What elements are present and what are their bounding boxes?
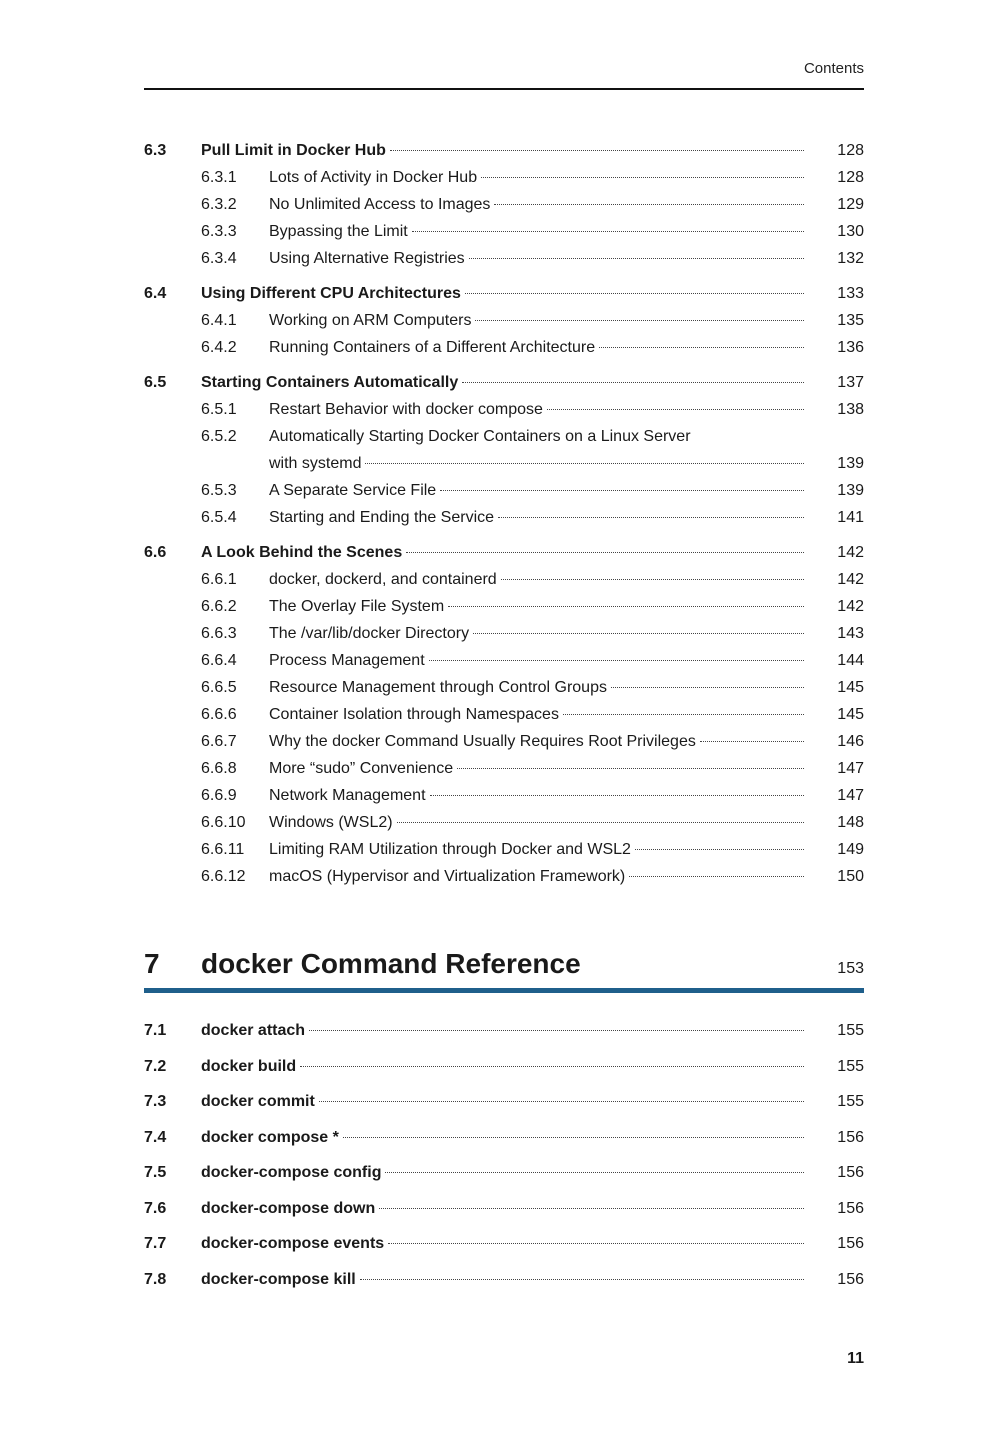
entry-title[interactable] [269, 728, 830, 755]
entry-title-text: Process Management [269, 652, 425, 669]
running-head: Contents [803, 60, 864, 77]
toc-subsection-row[interactable] [144, 674, 864, 701]
entry-title-text: docker compose * [201, 1128, 339, 1146]
toc-section-row[interactable] [144, 1230, 864, 1257]
entry-title[interactable] [269, 504, 830, 531]
toc-subsection-row[interactable] [144, 334, 864, 361]
entry-title-text: Windows (WSL2) [269, 814, 393, 831]
entry-title-text: Pull Limit in Docker Hub [201, 142, 386, 159]
dot-leader [309, 1029, 804, 1031]
toc-subsection-row[interactable] [144, 647, 864, 674]
toc-subsection-row[interactable] [144, 245, 864, 272]
entry-title-text: Resource Management through Control Groups [269, 679, 607, 696]
subsection-number: 6.6.12 [201, 868, 246, 885]
entry-title-text: macOS (Hypervisor and Virtualization Framework) [269, 868, 626, 885]
entry-title[interactable] [201, 1017, 830, 1044]
dot-leader [473, 632, 804, 634]
section-number: 7.4 [144, 1128, 167, 1146]
toc-section-row[interactable] [144, 280, 864, 307]
page-ref: 130 [837, 223, 864, 240]
dot-leader [481, 176, 804, 178]
toc-chapter-6 [144, 137, 864, 890]
toc-subsection-row[interactable] [144, 566, 864, 593]
subsection-number: 6.6.7 [201, 733, 237, 750]
entry-title[interactable] [269, 647, 830, 674]
entry-title-text: More “sudo” Convenience [269, 760, 454, 777]
toc-section-row[interactable] [144, 1053, 864, 1080]
dot-leader [475, 319, 804, 321]
entry-title[interactable] [269, 396, 830, 423]
toc-section-row[interactable] [144, 137, 864, 164]
page-ref: 156 [837, 1128, 864, 1146]
toc-chapter-7 [144, 1017, 864, 1293]
entry-title-text: docker-compose events [201, 1235, 385, 1252]
dot-leader [635, 848, 804, 850]
section-number: 7.6 [144, 1199, 167, 1217]
page-ref: 155 [837, 1022, 864, 1039]
toc-subsection-row[interactable] [144, 164, 864, 191]
entry-title[interactable] [269, 566, 830, 593]
page-ref: 148 [837, 814, 864, 831]
page-ref: 139 [837, 482, 864, 499]
page-ref: 156 [837, 1199, 864, 1217]
entry-title-text: Limiting RAM Utilization through Docker and WSL2 [269, 841, 631, 858]
toc-subsection-row[interactable] [144, 620, 864, 647]
entry-title[interactable] [201, 280, 830, 307]
entry-title-text: Restart Behavior with docker compose [269, 401, 543, 418]
entry-title[interactable] [269, 701, 830, 728]
toc-subsection-row[interactable] [144, 782, 864, 809]
entry-title[interactable] [269, 836, 830, 863]
entry-title[interactable] [201, 369, 830, 396]
dot-leader [501, 578, 804, 580]
dot-leader [412, 230, 804, 232]
dot-leader [379, 1207, 804, 1209]
toc-section-row[interactable] [144, 1159, 864, 1186]
dot-leader [547, 408, 804, 410]
page-ref: 142 [837, 571, 864, 588]
toc-subsection-row[interactable] [144, 477, 864, 504]
section-number: 6.6 [144, 544, 167, 561]
subsection-number: 6.3.4 [201, 250, 237, 267]
toc-subsection-row[interactable] [144, 504, 864, 531]
section-number: 7.8 [144, 1270, 167, 1288]
section-number: 7.3 [144, 1093, 167, 1110]
page-ref: 142 [837, 544, 864, 561]
dot-leader [448, 605, 804, 607]
page-ref: 141 [837, 509, 864, 526]
entry-title-text: Starting and Ending the Service [269, 509, 495, 526]
toc-section-row[interactable] [144, 1017, 864, 1044]
section-number: 6.4 [144, 285, 167, 302]
subsection-number: 6.6.5 [201, 679, 237, 696]
toc-subsection-row[interactable] [144, 809, 864, 836]
entry-title-text: Running Containers of a Different Architecture [269, 339, 596, 356]
section-number: 7.7 [144, 1235, 167, 1252]
entry-title[interactable] [269, 755, 830, 782]
page-ref: 128 [837, 142, 864, 159]
page-ref: 156 [837, 1164, 864, 1181]
subsection-number: 6.6.4 [201, 652, 237, 669]
dot-leader [397, 821, 804, 823]
entry-title-text: Container Isolation through Namespaces [269, 706, 559, 723]
toc-subsection-row[interactable] [144, 701, 864, 728]
entry-title[interactable] [201, 1230, 830, 1257]
entry-title[interactable] [201, 1088, 830, 1115]
entry-title-text: Starting Containers Automatically [201, 374, 459, 391]
entry-title[interactable] [201, 137, 830, 164]
entry-title[interactable] [201, 1053, 830, 1080]
dot-leader [388, 1242, 804, 1244]
toc-subsection-row[interactable] [144, 836, 864, 863]
toc-subsection-row[interactable] [144, 728, 864, 755]
page-ref: 138 [837, 401, 864, 418]
entry-title-text: A Separate Service File [269, 482, 437, 499]
entry-title-text: The Overlay File System [269, 598, 445, 615]
subsection-number: 6.5.2 [201, 428, 237, 445]
page-ref: 144 [837, 652, 864, 669]
toc-subsection-row[interactable] [144, 396, 864, 423]
toc-subsection-row[interactable] [144, 593, 864, 620]
entry-title-text: docker-compose kill [201, 1270, 356, 1288]
toc-section-row[interactable] [144, 1124, 864, 1151]
subsection-number: 6.6.1 [201, 571, 237, 588]
chapter-heading[interactable] [144, 948, 864, 988]
toc-subsection-row[interactable] [144, 218, 864, 245]
dot-leader [429, 659, 804, 661]
dot-leader [385, 1171, 804, 1173]
dot-leader [465, 292, 804, 294]
dot-leader [599, 346, 804, 348]
subsection-number: 6.3.1 [201, 169, 237, 186]
page-ref: 155 [837, 1057, 864, 1075]
page-ref: 143 [837, 625, 864, 642]
entry-title[interactable] [269, 809, 830, 836]
dot-leader [629, 875, 804, 877]
page-ref: 145 [837, 679, 864, 696]
entry-title-text: docker commit [201, 1093, 315, 1110]
entry-title[interactable] [269, 423, 830, 450]
page-ref: 129 [837, 196, 864, 213]
entry-title[interactable] [269, 782, 830, 809]
page-ref: 156 [837, 1235, 864, 1252]
dot-leader [498, 516, 804, 518]
subsection-number: 6.4.1 [201, 312, 237, 329]
page-ref: 146 [837, 733, 864, 750]
subsection-number: 6.4.2 [201, 339, 237, 356]
dot-leader [469, 257, 804, 259]
entry-title-text: docker build [201, 1057, 297, 1075]
chapter-title[interactable]: docker Command Reference [201, 948, 581, 979]
dot-leader [494, 203, 804, 205]
page-ref: 132 [837, 250, 864, 267]
page-ref: 135 [837, 312, 864, 329]
dot-leader [343, 1136, 804, 1138]
dot-leader [300, 1065, 804, 1067]
entry-title[interactable] [269, 593, 830, 620]
subsection-number: 6.6.3 [201, 625, 237, 642]
dot-leader [319, 1100, 804, 1102]
entry-title-text: docker-compose down [201, 1199, 376, 1217]
header-rule [144, 88, 864, 90]
subsection-number: 6.6.11 [201, 841, 245, 858]
entry-title-text: Using Different CPU Architectures [201, 285, 461, 302]
page-ref: 142 [837, 598, 864, 615]
entry-title[interactable] [269, 334, 830, 361]
toc-subsection-row[interactable] [144, 755, 864, 782]
entry-title-text: docker, dockerd, and containerd [269, 571, 497, 588]
dot-leader [430, 794, 804, 796]
entry-title-text: with systemd [269, 455, 362, 472]
dot-leader [700, 740, 804, 742]
entry-title-text: Bypassing the Limit [269, 223, 408, 240]
dot-leader [611, 686, 804, 688]
page-ref: 147 [837, 787, 864, 804]
entry-title[interactable] [269, 450, 830, 477]
section-number: 7.1 [144, 1022, 167, 1039]
entry-title-text: docker attach [201, 1022, 306, 1039]
page-ref: 139 [837, 455, 864, 472]
page-ref: 147 [837, 760, 864, 777]
toc-subsection-row[interactable] [144, 307, 864, 334]
page-number: 11 [847, 1350, 864, 1367]
entry-title-text: No Unlimited Access to Images [269, 196, 491, 213]
section-number: 7.5 [144, 1164, 167, 1181]
toc-section-row[interactable] [144, 539, 864, 566]
subsection-number: 6.3.2 [201, 196, 237, 213]
page-ref: 136 [837, 339, 864, 356]
subsection-number: 6.5.4 [201, 509, 237, 526]
section-number: 7.2 [144, 1057, 167, 1075]
entry-title-text: Working on ARM Computers [269, 312, 472, 329]
chapter-page: 153 [837, 960, 864, 977]
dot-leader [360, 1278, 804, 1280]
entry-title-text: Automatically Starting Docker Containers on a Linux Server [269, 428, 691, 445]
dot-leader [462, 381, 804, 383]
chapter-rule [144, 988, 864, 993]
dot-leader [457, 767, 804, 769]
toc-section-row[interactable] [144, 1195, 864, 1222]
entry-title-text: A Look Behind the Scenes [201, 544, 403, 561]
toc-subsection-row[interactable] [144, 863, 864, 890]
section-number: 6.3 [144, 142, 167, 159]
entry-title[interactable] [269, 218, 830, 245]
entry-title-text: docker-compose config [201, 1164, 382, 1181]
page-ref: 137 [837, 374, 864, 391]
toc-section-row[interactable] [144, 1266, 864, 1293]
page-ref: 145 [837, 706, 864, 723]
entry-title[interactable] [269, 307, 830, 334]
page-ref: 128 [837, 169, 864, 186]
page-ref: 150 [837, 868, 864, 885]
entry-title-text: Lots of Activity in Docker Hub [269, 169, 478, 186]
dot-leader [406, 551, 804, 553]
dot-leader [563, 713, 804, 715]
dot-leader [440, 489, 804, 491]
entry-title[interactable] [269, 245, 830, 272]
page-ref: 133 [837, 285, 864, 302]
dot-leader [365, 462, 804, 464]
subsection-number: 6.3.3 [201, 223, 237, 240]
toc-subsection-row-continued[interactable] [144, 450, 864, 477]
entry-title[interactable] [269, 620, 830, 647]
entry-title[interactable] [201, 1195, 830, 1222]
page-ref: 155 [837, 1093, 864, 1110]
subsection-number: 6.6.6 [201, 706, 237, 723]
entry-title-text: Using Alternative Registries [269, 250, 465, 267]
entry-title-text: The /var/lib/docker Directory [269, 625, 470, 642]
section-number: 6.5 [144, 374, 167, 391]
page-ref: 149 [837, 841, 864, 858]
subsection-number: 6.6.2 [201, 598, 237, 615]
subsection-number: 6.5.3 [201, 482, 237, 499]
entry-title[interactable] [269, 191, 830, 218]
chapter-number: 7 [144, 948, 160, 979]
entry-title[interactable] [269, 164, 830, 191]
entry-title[interactable] [269, 863, 830, 890]
entry-title[interactable] [269, 477, 830, 504]
subsection-number: 6.5.1 [201, 401, 237, 418]
entry-title[interactable] [201, 1159, 830, 1186]
dot-leader [390, 149, 804, 151]
toc-subsection-row[interactable] [144, 191, 864, 218]
entry-title[interactable] [201, 539, 830, 566]
entry-title[interactable] [201, 1124, 830, 1151]
toc-section-row[interactable] [144, 369, 864, 396]
subsection-number: 6.6.8 [201, 760, 237, 777]
entry-title-text: Network Management [269, 787, 426, 804]
subsection-number: 6.6.9 [201, 787, 237, 804]
page-ref: 156 [837, 1270, 864, 1288]
toc-section-row[interactable] [144, 1088, 864, 1115]
entry-title-text: Why the docker Command Usually Requires Root Privileges [269, 733, 696, 750]
subsection-number: 6.6.10 [201, 814, 246, 831]
entry-title[interactable] [201, 1266, 830, 1293]
toc-subsection-row[interactable] [144, 423, 864, 450]
entry-title[interactable] [269, 674, 830, 701]
